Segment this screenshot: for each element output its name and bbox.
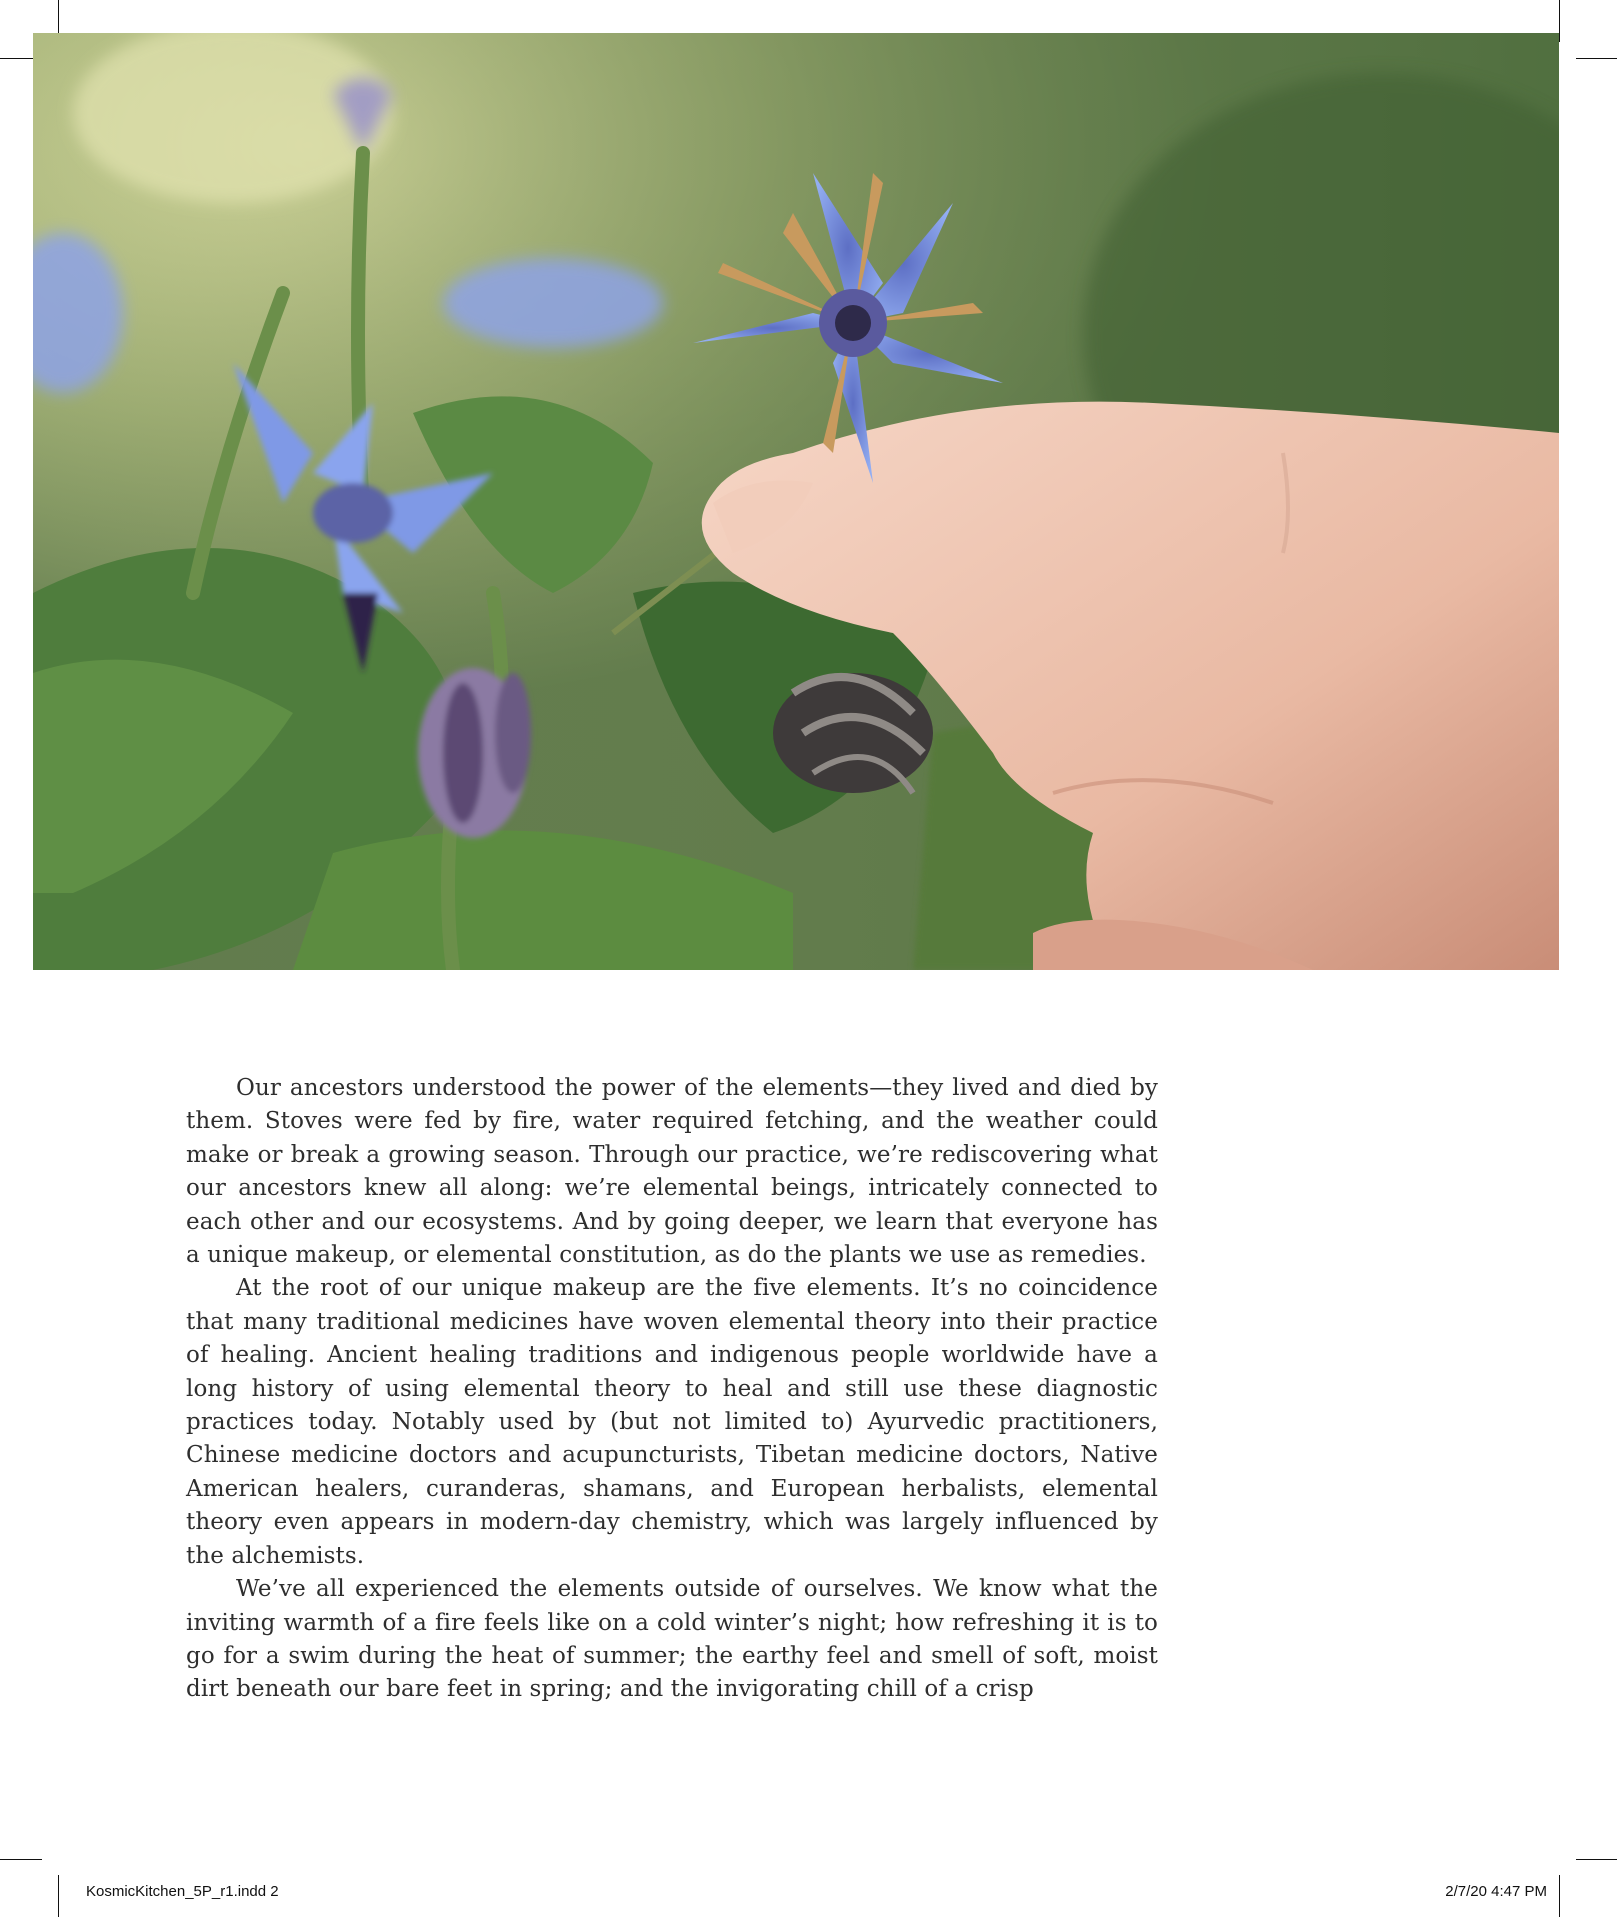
- paragraph-2: At the root of our unique makeup are the five elements. It’s no coincidence that many traditional medicines have woven elemental theory into their practice of healing. Ancient healing traditions and indigenous people worldwide have a long history of using elemental theory to heal and still use these diagnostic practices today. Notably used by (but not limited to) Ayurvedic practitioners, Chinese medicine doctors and acupuncturists, Tibetan medicine doctors, Native American healers, curanderas, shamans, and European herbalists, elemental theory even appears in modern-day chemistry, which was largely influenced by the alchemists.: [186, 1275, 1158, 1569]
- slug-datetime: 2/7/20 4:47 PM: [1445, 1883, 1547, 1900]
- photo-illustration: [33, 33, 1559, 970]
- crop-mark-bottom-right: [1559, 1875, 1560, 1917]
- crop-mark-top-right-h: [1576, 58, 1617, 59]
- crop-mark-bottom-left: [58, 1875, 59, 1917]
- body-text: [186, 1072, 1158, 1707]
- crop-mark-bottom-right-h: [1576, 1859, 1617, 1860]
- crop-mark-bottom-left-h: [0, 1859, 42, 1860]
- borage-flower-photo: [33, 33, 1559, 970]
- slug-file-name: KosmicKitchen_5P_r1.indd 2: [86, 1883, 279, 1900]
- paragraph-1: Our ancestors understood the power of the elements—they lived and died by them. Stoves were fed by fire, water required fetching, and the weather could make or break a growing season. Through our practice, we’re rediscovering what our ancestors knew all along: we’re elemental beings, intricately connected to each other and our ecosystems. And by going deeper, we learn that everyone has a unique makeup, or elemental constitution, as do the plants we use as remedies.: [186, 1075, 1158, 1269]
- paragraph-3: We’ve all experienced the elements outside of ourselves. We know what the inviting warmth of a fire feels like on a cold winter’s night; how refreshing it is to go for a swim during the heat of summer; the earthy feel and smell of soft, moist dirt beneath our bare feet in spring; and the invigorating chill of a crisp: [186, 1576, 1158, 1703]
- crop-mark-top-right: [1559, 0, 1560, 42]
